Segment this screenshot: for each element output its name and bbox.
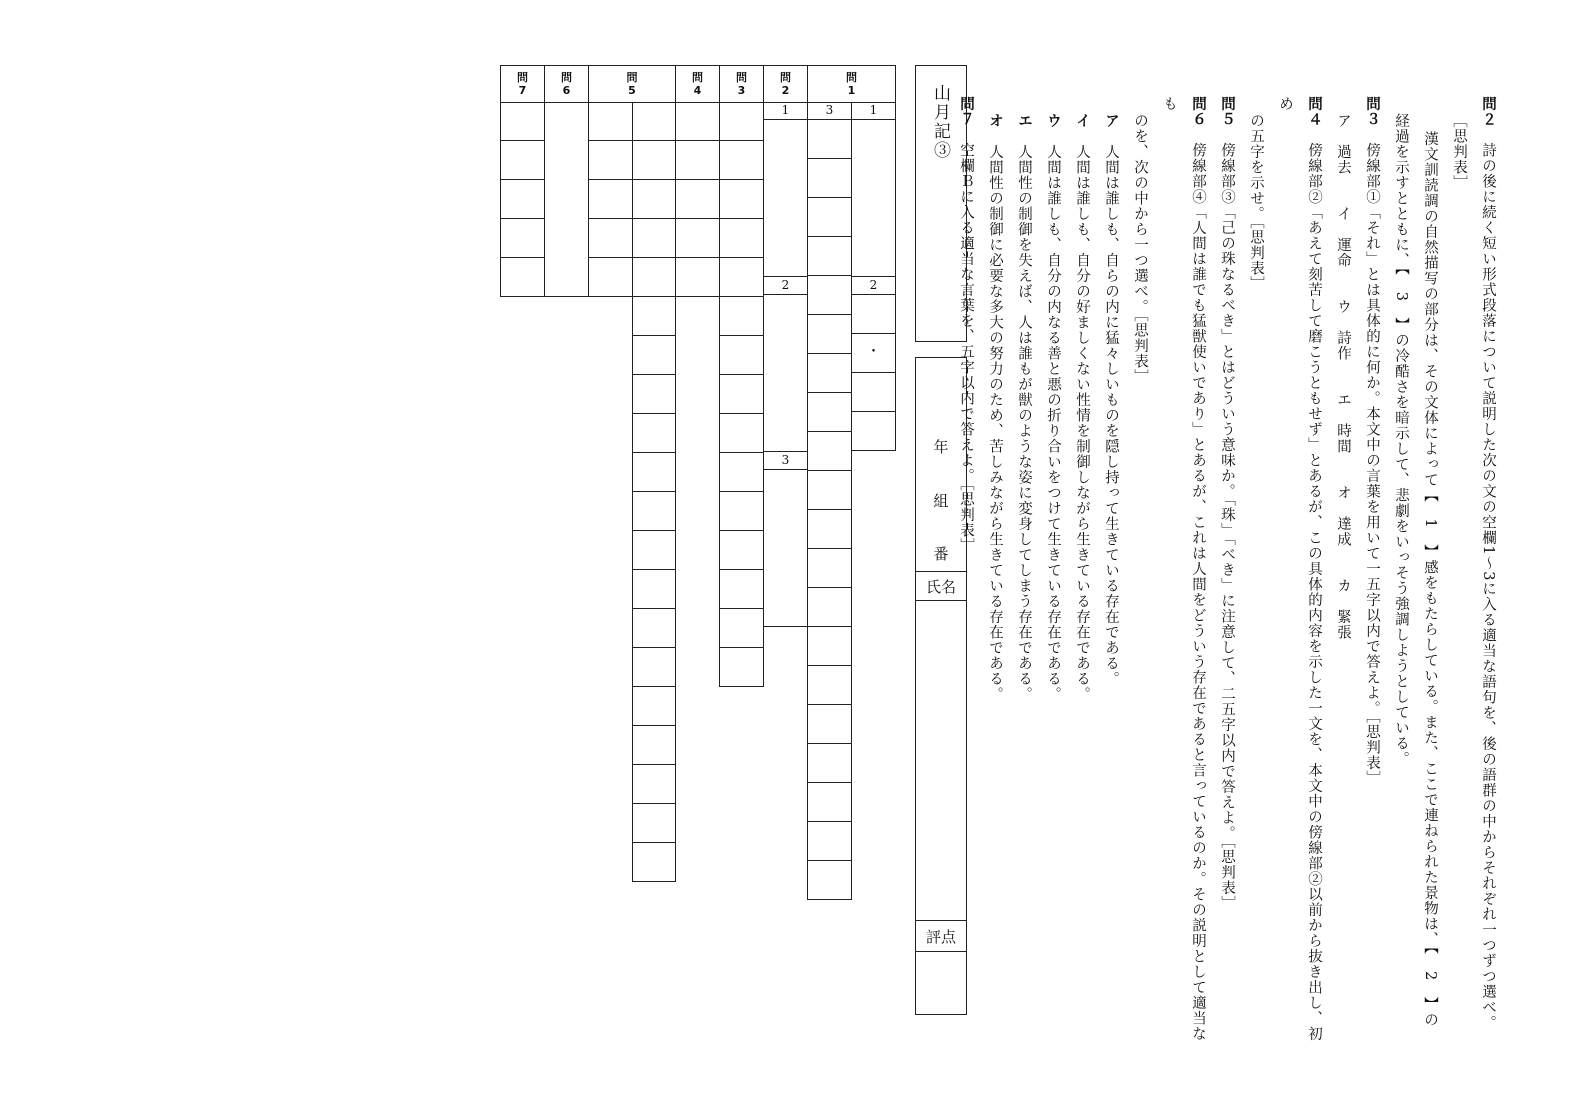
header-q6 — [544, 65, 589, 103]
answer-cell[interactable] — [720, 219, 763, 258]
answer-cell[interactable] — [720, 297, 763, 336]
answer-cell[interactable] — [808, 705, 851, 744]
answer-cell[interactable] — [852, 295, 895, 334]
answer-cell[interactable] — [633, 414, 675, 453]
q1-label-3: 3 — [808, 102, 851, 120]
header-q2 — [763, 65, 808, 103]
answer-cell[interactable] — [852, 412, 895, 451]
answer-column-q7[interactable] — [500, 102, 545, 297]
answer-cell[interactable] — [720, 531, 763, 570]
answer-cell[interactable] — [808, 861, 851, 900]
answer-cell[interactable] — [808, 510, 851, 549]
answer-cell[interactable] — [808, 588, 851, 627]
answer-cell[interactable] — [808, 393, 851, 432]
answer-cell[interactable] — [808, 120, 851, 159]
answer-cell[interactable] — [808, 471, 851, 510]
answer-cell[interactable] — [633, 258, 675, 297]
header-label: 問 — [846, 71, 857, 84]
question-6-cont: のを、次の中から一つ選べ。［思判表］ — [1132, 113, 1148, 386]
header-label: 問 — [517, 71, 528, 84]
header-label: 問 — [561, 71, 572, 84]
answer-box-q1-1[interactable] — [852, 120, 895, 277]
q2-label-2: 2 — [764, 277, 807, 295]
choice-label: ウ — [1045, 113, 1061, 129]
q1-label-1: 1 — [852, 102, 895, 120]
answer-cell[interactable] — [720, 375, 763, 414]
question-6 — [1154, 96, 1212, 1056]
answer-cell[interactable] — [501, 180, 544, 219]
choice-e — [1009, 96, 1038, 1056]
question-2-passage: 漢文訓読調の自然描写の部分は、その文体によって【 1 】感をもたらしている。また、ここで連ねられた景物は、【 2 】の — [1422, 130, 1438, 1028]
choice-text: 人間は誰しも、自分の好ましくない性情を制御しながら生きている存在である。 — [1074, 144, 1090, 703]
answer-cell[interactable] — [633, 648, 675, 687]
answer-cell[interactable] — [633, 219, 675, 258]
answer-cell[interactable] — [633, 804, 675, 843]
question-4 — [1270, 96, 1328, 1056]
answer-cell[interactable] — [808, 627, 851, 666]
page-title: 山月記③ — [930, 84, 950, 160]
choice-a — [1096, 96, 1125, 1056]
question-text-line: 空欄Ｂに入る適当な言葉を、五字以内で答えよ。［思判表］ — [958, 142, 974, 554]
answer-cell[interactable] — [720, 453, 763, 492]
choice-text: 人間性の制御を失えば、人は誰もが獣のような姿に変身してしまう存在である。 — [1016, 144, 1032, 703]
answer-cell[interactable] — [676, 102, 719, 141]
separator-dot: ・ — [852, 334, 895, 373]
answer-cell[interactable] — [720, 492, 763, 531]
answer-cell[interactable] — [633, 102, 675, 141]
answer-cell[interactable] — [633, 843, 675, 882]
q2-label-1: 1 — [764, 102, 807, 120]
answer-column-q1-3[interactable] — [807, 102, 852, 900]
answer-cell[interactable] — [720, 414, 763, 453]
score-label: 評点 — [925, 928, 956, 946]
answer-cell[interactable] — [808, 666, 851, 705]
answer-cell[interactable] — [720, 648, 763, 687]
question-text-line: 傍線部④「人間は誰でも猛獣使いであり」とあるが、これは人間をどういう存在であると言っているのか。その説明として適当なも — [1161, 96, 1206, 1042]
answer-cell[interactable] — [501, 219, 544, 258]
answer-cell[interactable] — [808, 198, 851, 237]
answer-cell[interactable] — [589, 219, 632, 258]
answer-cell[interactable] — [808, 159, 851, 198]
year-label: 年 — [933, 438, 949, 456]
answer-cell[interactable] — [676, 180, 719, 219]
answer-cell[interactable] — [633, 336, 675, 375]
answer-cell[interactable] — [589, 102, 632, 141]
answer-cell[interactable] — [633, 609, 675, 648]
answer-cell[interactable] — [589, 258, 632, 297]
question-text-line: 傍線部③「己の珠なるべき」とはどういう意味か。「珠」「べき」に注意して、二五字以内で答えよ。［思判表］ — [1219, 142, 1235, 912]
header-q5 — [588, 65, 676, 103]
answer-cell[interactable] — [501, 258, 544, 297]
question-number: 問４ — [1306, 96, 1322, 127]
answer-cell[interactable] — [808, 315, 851, 354]
question-2-passage-cont: 経過を示すとともに、【 3 】の冷酷さを暗示して、悲劇をいっそう強調しようとしている。 — [1393, 113, 1409, 768]
answer-cell[interactable] — [633, 726, 675, 765]
choice-i — [1067, 96, 1096, 1056]
question-text-line: 詩の後に続く短い形式段落について説明した次の文の空欄1～3に入る適当な語句を、後の語群の中からそれぞれ一つずつ選べ。 — [1480, 142, 1496, 1031]
answer-cell[interactable] — [633, 180, 675, 219]
header-number: 5 — [628, 84, 636, 97]
answer-cell[interactable] — [633, 765, 675, 804]
answer-cell[interactable] — [808, 237, 851, 276]
answer-cell[interactable] — [852, 373, 895, 412]
choice-text: 人間は誰しも、自分の内なる善と悪の折り合いをつけて生きている存在である。 — [1045, 144, 1061, 703]
choice-text: 人間性の制御に必要な多大の努力のため、苦しみながら生きている存在である。 — [987, 144, 1003, 703]
answer-cell[interactable] — [633, 531, 675, 570]
answer-box[interactable] — [545, 102, 588, 297]
answer-cell[interactable] — [720, 258, 763, 297]
name-label: 氏名 — [925, 578, 956, 596]
answer-cell[interactable] — [808, 744, 851, 783]
header-label: 問 — [692, 71, 703, 84]
choice-label: エ — [1016, 113, 1032, 129]
choice-o — [980, 96, 1009, 1056]
header-label: 問 — [626, 71, 638, 84]
q2-label-3: 3 — [764, 452, 807, 470]
answer-cell[interactable] — [633, 297, 675, 336]
answer-box-q2-2[interactable] — [764, 295, 807, 452]
answer-cell[interactable] — [720, 570, 763, 609]
answer-column-q2[interactable] — [763, 102, 808, 627]
answer-cell[interactable] — [501, 102, 544, 141]
choice-u — [1038, 96, 1067, 1056]
answer-cell[interactable] — [633, 492, 675, 531]
header-number: 2 — [781, 84, 790, 97]
question-5 — [1212, 96, 1241, 1056]
answer-cell[interactable] — [720, 336, 763, 375]
answer-cell[interactable] — [720, 609, 763, 648]
question-7 — [951, 96, 980, 1056]
choice-label: オ — [987, 113, 1003, 129]
question-text-line: 傍線部②「あえて刻苦して磨こうともせず」とあるが、この具体的内容を示した一文を、本文中の傍線部②以前から抜き出し、初め — [1277, 96, 1322, 1042]
q1-label-2: 2 — [852, 277, 895, 295]
answer-cell[interactable] — [633, 453, 675, 492]
class-label: 組 — [933, 492, 949, 510]
answer-cell[interactable] — [808, 276, 851, 315]
question-number: 問２ — [1480, 96, 1496, 127]
header-number: 3 — [737, 84, 746, 97]
answer-cell[interactable] — [720, 102, 763, 141]
answer-column-q4[interactable] — [675, 102, 720, 297]
answer-column-q3[interactable] — [719, 102, 764, 687]
answer-column-q5-b[interactable] — [632, 102, 676, 882]
number-label: 番 — [933, 545, 949, 563]
answer-column-q6[interactable] — [544, 102, 589, 297]
answer-cell[interactable] — [676, 141, 719, 180]
question-3 — [1357, 96, 1386, 1056]
answer-cell[interactable] — [808, 549, 851, 588]
answer-cell[interactable] — [676, 258, 719, 297]
question-text-line: 傍線部①「それ」とは具体的に何か。本文中の言葉を用いて一五字以内で答えよ。［思判表］ — [1364, 142, 1380, 787]
answer-box-q2-3[interactable] — [764, 470, 807, 627]
header-q7 — [500, 65, 545, 103]
answer-cell[interactable] — [501, 141, 544, 180]
question-text — [951, 96, 1502, 1056]
header-number: 1 — [847, 84, 856, 97]
header-label: 問 — [736, 71, 747, 84]
choice-label: イ — [1074, 113, 1090, 129]
question-2 — [1473, 96, 1502, 1056]
choice-label: ア — [1103, 113, 1119, 129]
answer-cell[interactable] — [808, 432, 851, 471]
question-number: 問７ — [958, 96, 974, 127]
answer-cell[interactable] — [808, 354, 851, 393]
header-number: 4 — [693, 84, 702, 97]
header-q1 — [807, 65, 896, 103]
answer-cell[interactable] — [720, 141, 763, 180]
answer-cell[interactable] — [589, 141, 632, 180]
answer-cell[interactable] — [808, 822, 851, 861]
header-q3 — [719, 65, 764, 103]
choice-text: 人間は誰しも、自らの内に猛々しいものを隠し持って生きている存在である。 — [1103, 144, 1119, 687]
question-number: 問３ — [1364, 96, 1380, 127]
question-4-cont: の五字を示せ。［思判表］ — [1248, 113, 1264, 293]
question-2-mark: ［思判表］ — [1451, 113, 1467, 191]
header-label: 問 — [780, 71, 791, 84]
answer-cell[interactable] — [633, 570, 675, 609]
answer-cell[interactable] — [633, 375, 675, 414]
header-number: 7 — [518, 84, 527, 97]
answer-cell[interactable] — [589, 180, 632, 219]
answer-cell[interactable] — [720, 180, 763, 219]
question-number: 問５ — [1219, 96, 1235, 127]
answer-box-q2-1[interactable] — [764, 120, 807, 277]
answer-cell[interactable] — [633, 141, 675, 180]
word-choices: ア 過去 イ 運命 ウ 詩作 エ 時間 オ 達成 カ 緊張 — [1335, 113, 1351, 641]
answer-cell[interactable] — [676, 219, 719, 258]
header-number: 6 — [562, 84, 571, 97]
answer-cell[interactable] — [633, 687, 675, 726]
answer-cell[interactable] — [808, 783, 851, 822]
answer-grid — [500, 65, 896, 910]
question-number: 問６ — [1190, 96, 1206, 127]
header-q4 — [675, 65, 720, 103]
answer-column-q1-1-2[interactable] — [851, 102, 896, 451]
answer-column-q5-a[interactable] — [588, 102, 633, 297]
